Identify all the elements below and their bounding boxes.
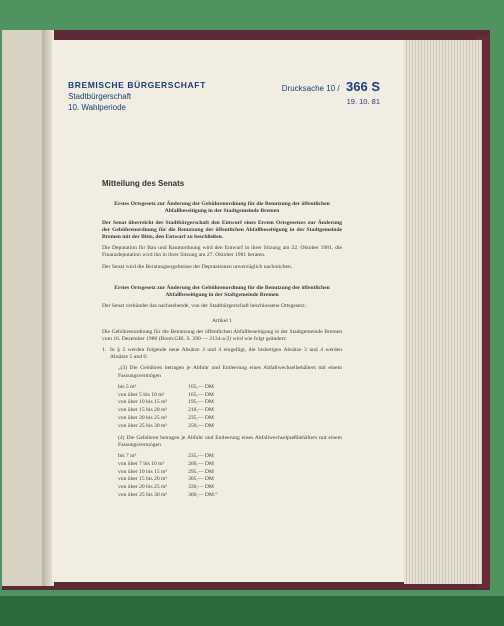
proclamation: Der Senat verkündet das nachstehende, von der Stadtbürgerschaft beschlossene Ortsgesetz: bbox=[102, 303, 307, 310]
fee-value: 210,— DM bbox=[188, 407, 214, 414]
fee-value: 360,— DM.“ bbox=[188, 492, 218, 499]
page-title: Mitteilung des Senats bbox=[102, 179, 185, 188]
chamber-name: Stadtbürgerschaft bbox=[68, 92, 132, 101]
table-row bbox=[118, 423, 217, 431]
fee-value: 235,— DM bbox=[188, 453, 214, 460]
table-row bbox=[118, 384, 217, 392]
results-paragraph: Der Senat wird die Beratungsergebnisse der Deputationen unverzüglich nachreichen. bbox=[102, 263, 293, 270]
volume-range: von über 15 bis 20 m³ bbox=[118, 476, 168, 483]
table-row bbox=[118, 469, 221, 477]
senate-request: Der Senat überreicht der Stadtbürgerschaft den Entwurf eines Ersten Ortsgesetzes zur Änderung der Gebührenordnung für die Benutzung der öffentlichen Abfallbeseitigung in der Stadtgemeinde Bremen mit der Bitte, den Entwurf zu beschließen. bbox=[102, 219, 342, 241]
volume-range: bis 5 m³ bbox=[118, 383, 137, 390]
table-row bbox=[118, 415, 217, 423]
fee-value: 235,— DM bbox=[188, 415, 214, 422]
amendment-item-1 bbox=[102, 347, 342, 361]
law-title: Erstes Ortsgesetz zur Änderung der Gebührenordnung für die Benutzung der öffentlichen Abfallbeseitigung in der Stadtgemeinde Bremen bbox=[114, 201, 330, 215]
item-number: 1. bbox=[102, 347, 107, 354]
fee-table-4 bbox=[118, 453, 221, 500]
fee-value: 295,— DM bbox=[188, 468, 214, 475]
volume-range: von über 25 bis 30 m³ bbox=[118, 492, 168, 499]
document-reference bbox=[282, 78, 380, 106]
table-row bbox=[118, 461, 221, 469]
fee-value: 195,— DM bbox=[188, 399, 214, 406]
fee-value: 305,— DM bbox=[188, 476, 214, 483]
article-text: Die Gebührenordnung für die Benutzung der öffentlichen Abfallbeseitigung in der Stadtgemeinde Bremen vom 16. Dezember 1980 (Brem.GBl. S. 390 — 2134-a-2) wird wie folgt geändert: bbox=[102, 328, 342, 342]
volume-range: von über 10 bis 15 m³ bbox=[118, 468, 168, 475]
table-row bbox=[118, 392, 217, 400]
volume-range: von über 20 bis 25 m³ bbox=[118, 415, 168, 422]
fee-value: 260,— DM bbox=[188, 460, 214, 467]
table-row bbox=[118, 407, 217, 415]
fee-value: 165,— DM bbox=[188, 391, 214, 398]
scanner-bed bbox=[0, 596, 504, 626]
page-edges bbox=[404, 40, 482, 584]
volume-range: von über 5 bis 10 m³ bbox=[118, 391, 165, 398]
table-row bbox=[118, 399, 217, 407]
document-header bbox=[68, 80, 206, 113]
volume-range: bis 7 m³ bbox=[118, 453, 137, 460]
item-text: In § 2 werden folgende neue Absätze 3 und 4 eingefügt, die bisherigen Absätze 3 und 4 werden Absätze 5 und 6: bbox=[110, 347, 342, 361]
table-row bbox=[118, 484, 221, 492]
volume-range: von über 25 bis 30 m³ bbox=[118, 422, 168, 429]
volume-range: von über 10 bis 15 m³ bbox=[118, 399, 168, 406]
volume-range: von über 7 bis 10 m³ bbox=[118, 460, 165, 467]
legislative-period: 10. Wahlperiode bbox=[68, 103, 126, 112]
deputation-paragraph: Die Deputation für Bau und Raumordnung wird den Entwurf in ihrer Sitzung am 22. Oktober 1981, die Finanzdeputation wird ihn in ihrer Sitzung am 27. Oktober 1981 beraten. bbox=[102, 245, 342, 259]
organization-name: BREMISCHE BÜRGERSCHAFT bbox=[68, 80, 206, 90]
table-row bbox=[118, 453, 221, 461]
volume-range: von über 15 bis 20 m³ bbox=[118, 407, 168, 414]
document-date: 19. 10. 81 bbox=[346, 97, 380, 106]
document-body bbox=[102, 180, 342, 500]
table-row bbox=[118, 476, 221, 484]
drucksache-number: 366 S bbox=[346, 79, 380, 94]
fee-value: 165,— DM bbox=[188, 383, 214, 390]
fee-value: 330,— DM bbox=[188, 484, 214, 491]
volume-range: von über 20 bis 25 m³ bbox=[118, 484, 168, 491]
paragraph-3: „(3) Die Gebühren betragen je Abfuhr und Entleerung eines Abfallwechselbehälters mit einem Fassungsvermögen bbox=[118, 365, 342, 379]
table-row bbox=[118, 492, 221, 500]
law-title-repeat: Erstes Ortsgesetz zur Änderung der Gebührenordnung für die Benutzung der öffentlichen Abfallbeseitigung in der Staftgemeinde Bremen bbox=[114, 284, 330, 299]
fee-value: 250,— DM bbox=[188, 422, 214, 429]
fee-table-3 bbox=[118, 384, 217, 431]
drucksache-label: Drucksache 10 / bbox=[281, 84, 340, 93]
paragraph-4: (4) Die Gebühren betragen je Abfuhr und Entleerung eines Abfallwechselpreßbehälters mit einem Fassungsvermögen bbox=[118, 434, 342, 448]
article-heading: Artikel 1 bbox=[211, 318, 233, 325]
